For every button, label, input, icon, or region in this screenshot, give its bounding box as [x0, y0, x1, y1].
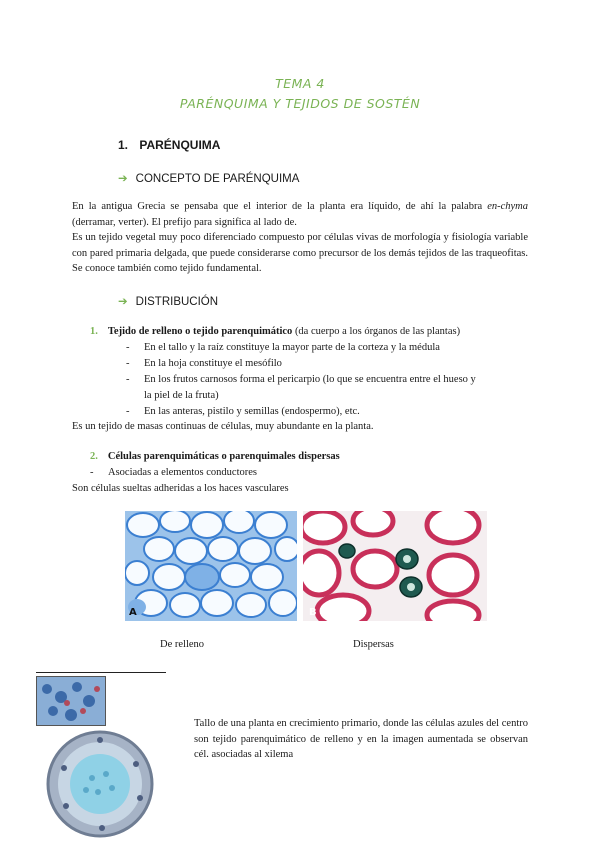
- filling-parenchyma-micrograph: [125, 511, 297, 621]
- distribution-heading-text: DISTRIBUCIÓN: [135, 296, 219, 308]
- item-detail: (da cuerpo a los órganos de las plantas): [292, 326, 461, 337]
- distribution-item-1-heading: [90, 324, 530, 340]
- list-item-continuation: la piel de la fruta): [144, 390, 219, 401]
- concept-paragraph-2: Es un tejido vegetal muy poco diferenciado compuesto por células vivas de morfología y fisiología variable con pared primaria delgada, que puede considerarse como precursor de los demás tejidos de las traqueofitas. Se conoce también como tejido fundamental.: [72, 232, 528, 275]
- dispersed-parenchyma-micrograph: [303, 511, 487, 621]
- list-item: - En los frutos carnosos forma el pericarpio (lo que se encuentra entre el hueso y: [126, 374, 476, 385]
- distribution-heading: [118, 294, 218, 308]
- topic-label: TEMA 4: [275, 76, 325, 91]
- figure-divider: [36, 672, 166, 673]
- item-bold-title: Tejido de relleno o tejido parenquimático: [107, 326, 293, 337]
- stem-cross-section-micrograph: [44, 728, 156, 840]
- stem-caption: Tallo de una planta en crecimiento primario, donde las células azules del centro son tejido parenquimático de relleno y en la imagen aumentada se observan cél. asociadas al xilema: [194, 718, 528, 761]
- enchyma-term: en-chyma: [487, 201, 528, 212]
- item-number: 2.: [90, 451, 98, 462]
- list-item: - En el tallo y la raíz constituye la mayor parte de la corteza y la médula: [126, 342, 440, 353]
- concept-p1-text-end: (derramar, verter). El prefijo para significa al lado de.: [72, 216, 297, 228]
- item-2-summary: Son células sueltas adheridas a los haces vasculares: [72, 483, 289, 494]
- zoomed-stem-micrograph: [36, 676, 106, 726]
- figure-label-a: A: [129, 607, 137, 618]
- arrow-right-icon: ➔: [118, 173, 128, 185]
- caption-dispersed: Dispersas: [353, 639, 394, 650]
- concept-heading-text: CONCEPTO DE PARÉNQUIMA: [135, 173, 300, 185]
- concept-paragraph-1: [72, 199, 528, 230]
- caption-filling: De relleno: [160, 639, 205, 650]
- item-1-summary: Es un tejido de masas continuas de células, muy abundante en la planta.: [72, 421, 374, 432]
- item-bold-title: Células parenquimáticas o parenquimales dispersas: [107, 451, 340, 462]
- list-item: - En las anteras, pistilo y semillas (endospermo), etc.: [126, 406, 360, 417]
- page-title: PARÉNQUIMA Y TEJIDOS DE SOSTÉN: [179, 96, 421, 111]
- section-heading: [118, 138, 220, 152]
- zoomed-stem-detail: [37, 677, 105, 725]
- section-title: PARÉNQUIMA: [139, 138, 221, 152]
- concept-p1-text: En la antigua Grecia se pensaba que el interior de la planta era líquido, de ahí la palabra: [72, 201, 488, 212]
- item-number: 1.: [90, 326, 98, 337]
- section-number: 1.: [118, 138, 129, 152]
- concept-heading: [118, 171, 299, 185]
- arrow-right-icon: ➔: [118, 296, 128, 308]
- list-item: - Asociadas a elementos conductores: [90, 467, 257, 478]
- figure-label-b: B: [309, 607, 317, 618]
- list-item: - En la hoja constituye el mesófilo: [126, 358, 282, 369]
- distribution-item-2-heading: [90, 449, 340, 465]
